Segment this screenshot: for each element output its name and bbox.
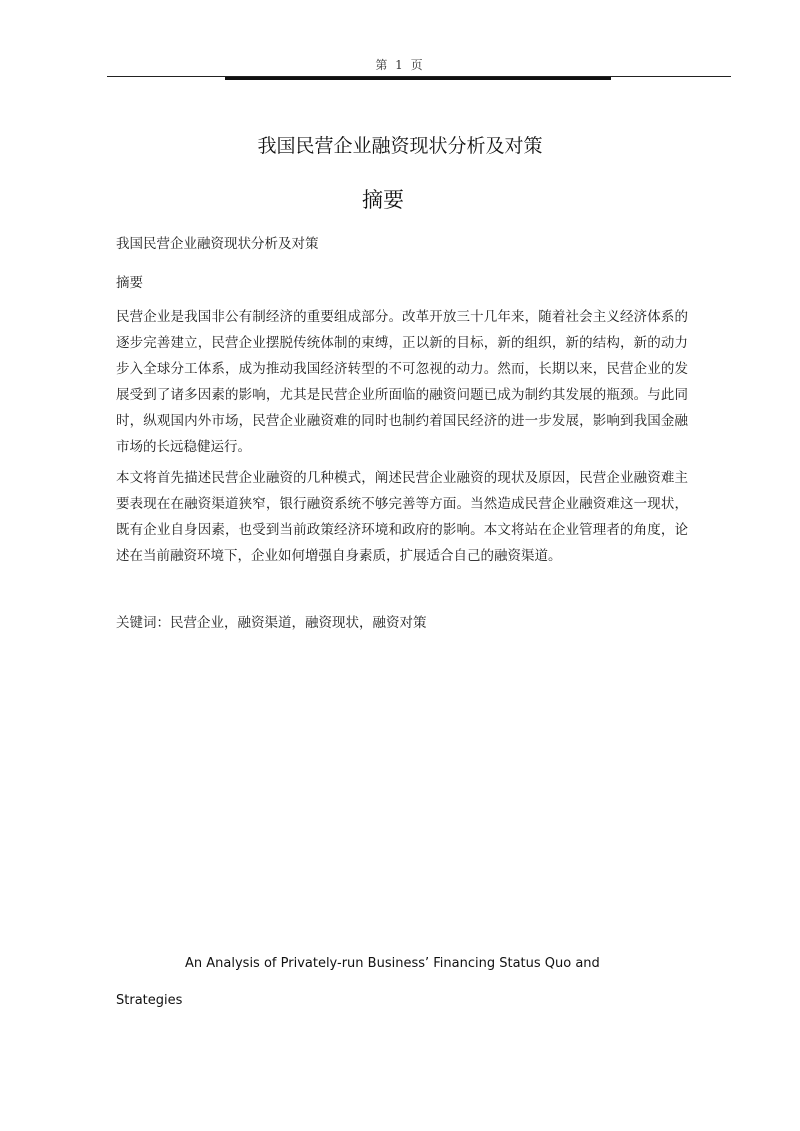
abstract-paragraph-1: 民营企业是我国非公有制经济的重要组成部分。改革开放三十几年来，随着社会主义经济体系的逐步完善建立，民营企业摆脱传统体制的束缚，正以新的目标，新的组织，新的结构，新的动力步入全球分工体系，成为推动我国经济转型的不可忽视的动力。然而，长期以来，民营企业的发展受到了诸多因素的影响，尤其是民营企业所面临的融资问题已成为制约其发展的瓶颈。与此同时，纵观国内外市场，民营企业融资难的同时也制约着国民经济的进一步发展，影响到我国金融市场的长远稳健运行。	[116, 309, 688, 455]
english-title-line-1: An Analysis of Privately-run Business’ Financing Status Quo and	[185, 956, 600, 971]
abstract-paragraph-2: 本文将首先描述民营企业融资的几种模式，阐述民营企业融资的现状及原因，民营企业融资难主要表现在在融资渠道狭窄，银行融资系统不够完善等方面。当然造成民营企业融资难这一现状，既有企业自身因素，也受到当前政策经济环境和政府的影响。本文将站在企业管理者的角度，论述在当前融资环境下，企业如何增强自身素质，扩展适合自己的融资渠道。	[116, 470, 688, 564]
header-rule-thick	[225, 77, 611, 80]
repeat-title-line: 我国民营企业融资现状分析及对策	[116, 236, 319, 252]
keywords-line: 关键词：民营企业，融资渠道，融资现状，融资对策	[116, 615, 427, 631]
repeat-abstract-label: 摘要	[116, 275, 143, 291]
document-title: 我国民营企业融资现状分析及对策	[257, 135, 543, 157]
english-title-line-2: Strategies	[116, 993, 183, 1008]
abstract-heading: 摘要	[362, 188, 404, 212]
page-number-label: 第 1 页	[375, 58, 425, 72]
